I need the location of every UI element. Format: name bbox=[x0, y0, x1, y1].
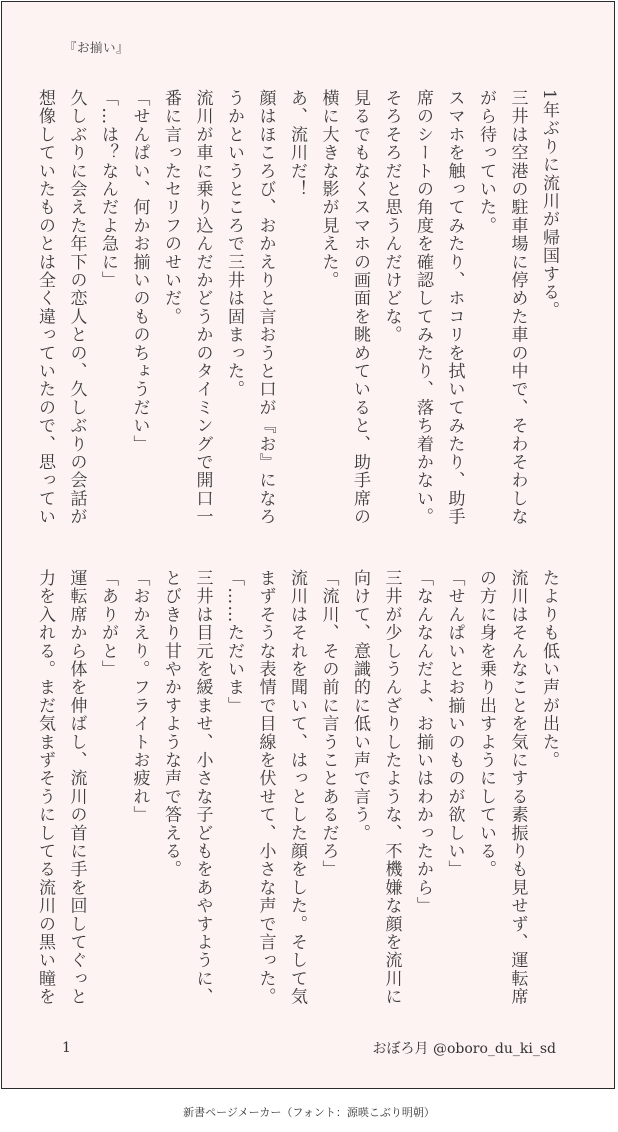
text-line: そろそろだと思うんだけどな。 bbox=[381, 89, 402, 344]
text-line: 「おかえり。フライトお疲れ」 bbox=[129, 569, 150, 824]
text-line: うかというところで三井は固まった。 bbox=[224, 89, 244, 399]
novel-page bbox=[1, 1, 615, 1089]
page-title: 『お揃い』 bbox=[64, 40, 130, 55]
page-number: 1 bbox=[62, 1040, 71, 1056]
text-line: 「…は？なんだよ急に」 bbox=[98, 89, 118, 290]
text-line: 顔はほころび、おかえりと言おうと口が『お』になろ bbox=[255, 89, 276, 526]
text-line: 番に言ったセリフのせいだ。 bbox=[161, 89, 181, 326]
text-line: 流川はそれを聞いて、はっとした顔をした。そして気 bbox=[287, 569, 307, 1006]
text-column-bottom bbox=[24, 569, 564, 1009]
text-line: 流川が車に乗り込んだかどうかのタイミングで開口一 bbox=[192, 89, 213, 526]
author-credit: おぼろ月 @oboro_du_ki_sd bbox=[372, 1041, 556, 1057]
text-line: あ、流川だ！ bbox=[287, 89, 307, 199]
text-line: 「ありがと」 bbox=[98, 569, 118, 679]
text-line: 1年ぶりに流川が帰国する。 bbox=[539, 89, 559, 320]
text-line: 想像していたものとは全く違っていたので、思ってい bbox=[35, 89, 55, 526]
text-line: 「……ただいま」 bbox=[224, 569, 244, 715]
text-line: の方に身を乗り出すようにしている。 bbox=[476, 569, 496, 879]
text-line: 三井が少しうんざりしたような、不機嫌な顔を流川に bbox=[381, 569, 402, 1006]
text-line: スマホを触ってみたり、ホコリを拭いてみたり、助手 bbox=[444, 89, 465, 526]
text-line: 久しぶりに会えた年下の恋人との、久しぶりの会話が bbox=[66, 89, 87, 526]
text-column-top bbox=[24, 89, 564, 529]
text-line: 「なんなんだよ、お揃いはわかったから」 bbox=[413, 569, 433, 915]
text-line: 席のシートの角度を確認してみたり、落ち着かない。 bbox=[413, 89, 433, 526]
text-line: とびきり甘やかすような声で答える。 bbox=[161, 569, 181, 879]
text-line: 三井は目元を緩ませ、小さな子どもをあやすように、 bbox=[192, 569, 213, 1006]
text-line: 向けて、意識的に低い声で言う。 bbox=[350, 569, 370, 842]
text-line: 「せんぱいとお揃いのものが欲しい」 bbox=[444, 569, 465, 879]
text-line: 「流川、その前に言うことあるだろ」 bbox=[318, 569, 339, 879]
text-line: 運転席から体を伸ばし、流川の首に手を回してぐっと bbox=[66, 569, 87, 1006]
text-line: 横に大きな影が見えた。 bbox=[318, 89, 339, 290]
text-line: たよりも低い声が出た。 bbox=[539, 569, 559, 770]
text-line: がら待っていた。 bbox=[476, 89, 496, 235]
text-line: 流川はそんなことを気にする素振りも見せず、運転席 bbox=[507, 569, 528, 1006]
text-line: まずそうな表情で目線を伏せて、小さな声で言った。 bbox=[255, 569, 276, 1006]
text-line: 見るでもなくスマホの画面を眺めていると、助手席の bbox=[350, 89, 370, 526]
footer-caption: 新書ページメーカー（フォント：源暎こぶり明朝） bbox=[183, 1106, 435, 1119]
text-line: 三井は空港の駐車場に停めた車の中で、そわそわしな bbox=[507, 89, 528, 526]
text-line: 「せんぱい、何かお揃いのものちょうだい」 bbox=[129, 89, 150, 453]
text-line: 力を入れる。まだ気まずそうにしてる流川の黒い瞳を bbox=[35, 569, 55, 1006]
